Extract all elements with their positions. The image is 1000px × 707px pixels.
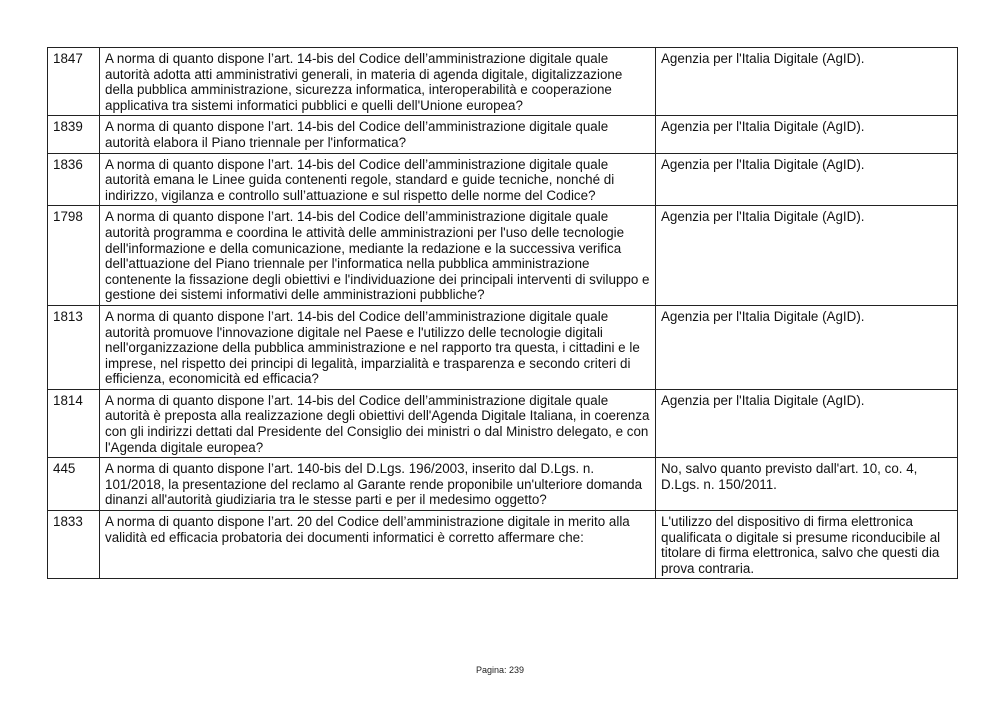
table-row bbox=[48, 389, 958, 457]
table-row bbox=[48, 153, 958, 206]
table-row bbox=[48, 206, 958, 306]
question-id: 1814 bbox=[48, 389, 100, 457]
question-text: A norma di quanto dispone l’art. 20 del Codice dell’amministrazione digitale in merito alla validità ed efficacia probatoria dei documenti informatici è corretto affermare che: bbox=[100, 511, 656, 579]
table-row bbox=[48, 116, 958, 153]
table-row bbox=[48, 458, 958, 511]
page-number: Pagina: 239 bbox=[475, 665, 525, 675]
question-id: 1836 bbox=[48, 153, 100, 206]
question-id: 1847 bbox=[48, 48, 100, 116]
answer-text: Agenzia per l'Italia Digitale (AgID). bbox=[656, 305, 958, 389]
questions-table bbox=[47, 47, 958, 579]
answer-text: L'utilizzo del dispositivo di firma elettronica qualificata o digitale si presume riconducibile al titolare di firma elettronica, salvo che questi dia prova contraria. bbox=[656, 511, 958, 579]
answer-text: No, salvo quanto previsto dall'art. 10, co. 4, D.Lgs. n. 150/2011. bbox=[656, 458, 958, 511]
question-text: A norma di quanto dispone l’art. 140-bis del D.Lgs. 196/2003, inserito dal D.Lgs. n. 101/2018, la presentazione del reclamo al Garante rende proponibile un'ulteriore domanda dinanzi all'autorità giudiziaria tra le stesse parti e per il medesimo oggetto? bbox=[100, 458, 656, 511]
table-row bbox=[48, 48, 958, 116]
question-text: A norma di quanto dispone l’art. 14-bis del Codice dell’amministrazione digitale quale autorità è preposta alla realizzazione degli obiettivi dell'Agenda Digitale Italiana, in coerenza con gli indirizzi dettati dal Presidente del Consiglio dei ministri o dal Ministro delegato, e con l'Agenda digitale europea? bbox=[100, 389, 656, 457]
table-row bbox=[48, 511, 958, 579]
answer-text: Agenzia per l'Italia Digitale (AgID). bbox=[656, 48, 958, 116]
question-id: 1813 bbox=[48, 305, 100, 389]
question-text: A norma di quanto dispone l’art. 14-bis del Codice dell’amministrazione digitale quale autorità programma e coordina le attività delle amministrazioni per l'uso delle tecnologie dell'informazione e della comunicazione, mediante la redazione e la successiva verifica dell'attuazione del Piano triennale per l'informatica nella pubblica amministrazione contenente la fissazione degli obiettivi e l'individuazione dei principali interventi di sviluppo e gestione dei sistemi informativi delle amministrazioni pubbliche? bbox=[100, 206, 656, 306]
question-text: A norma di quanto dispone l’art. 14-bis del Codice dell’amministrazione digitale quale autorità promuove l'innovazione digitale nel Paese e l'utilizzo delle tecnologie digitali nell'organizzazione della pubblica amministrazione e nel rapporto tra questa, i cittadini e le imprese, nel rispetto dei principi di legalità, imparzialità e trasparenza e secondo criteri di efficienza, economicità ed efficacia? bbox=[100, 305, 656, 389]
question-id: 1839 bbox=[48, 116, 100, 153]
question-id: 1798 bbox=[48, 206, 100, 306]
question-text: A norma di quanto dispone l’art. 14-bis del Codice dell’amministrazione digitale quale autorità emana le Linee guida contenenti regole, standard e guide tecniche, nonché di indirizzo, vigilanza e controllo sull’attuazione e sul rispetto delle norme del Codice? bbox=[100, 153, 656, 206]
table-row bbox=[48, 305, 958, 389]
question-text: A norma di quanto dispone l’art. 14-bis del Codice dell’amministrazione digitale quale autorità elabora il Piano triennale per l'informatica? bbox=[100, 116, 656, 153]
answer-text: Agenzia per l'Italia Digitale (AgID). bbox=[656, 116, 958, 153]
answer-text: Agenzia per l'Italia Digitale (AgID). bbox=[656, 389, 958, 457]
answer-text: Agenzia per l'Italia Digitale (AgID). bbox=[656, 206, 958, 306]
question-text: A norma di quanto dispone l’art. 14-bis del Codice dell’amministrazione digitale quale autorità adotta atti amministrativi generali, in materia di agenda digitale, digitalizzazione della pubblica amministrazione, sicurezza informatica, interoperabilità e cooperazione applicativa tra sistemi informatici pubblici e quelli dell'Unione europea? bbox=[100, 48, 656, 116]
answer-text: Agenzia per l'Italia Digitale (AgID). bbox=[656, 153, 958, 206]
question-id: 445 bbox=[48, 458, 100, 511]
question-id: 1833 bbox=[48, 511, 100, 579]
